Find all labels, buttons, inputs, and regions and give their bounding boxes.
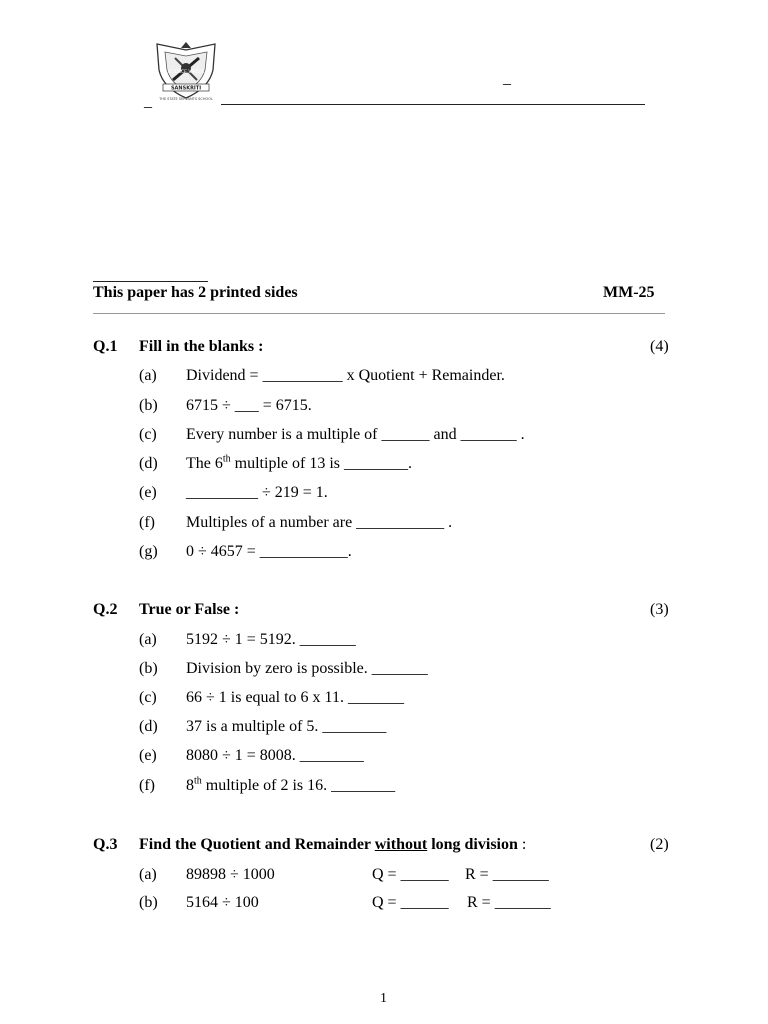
- item-text: 8080 ÷ 1 = 8008. ________: [186, 747, 364, 764]
- question-title: [139, 836, 526, 854]
- item-text: 6715 ÷ ___ = 6715.: [186, 397, 312, 414]
- header-dash-left: _: [144, 93, 152, 110]
- item-text: [186, 455, 412, 473]
- item-text: _________ ÷ 219 = 1.: [186, 484, 328, 501]
- remainder-blank: R = _______: [465, 866, 549, 883]
- question-title: True or False :: [139, 601, 240, 618]
- item-text: 37 is a multiple of 5. ________: [186, 718, 387, 735]
- item-label: (g): [139, 543, 158, 560]
- item-text: 66 ÷ 1 is equal to 6 x 11. _______: [186, 689, 404, 706]
- question-title-pre: Find the Quotient and Remainder: [139, 836, 375, 853]
- ordinal-suffix: th: [222, 453, 231, 465]
- item-label: (b): [139, 397, 158, 414]
- division-expression: 89898 ÷ 1000: [186, 866, 275, 883]
- info-short-rule: [93, 281, 208, 282]
- item-text: 0 ÷ 4657 = ___________.: [186, 543, 352, 560]
- item-label: (d): [139, 718, 158, 735]
- question-number: Q.2: [93, 601, 118, 618]
- item-text: Division by zero is possible. _______: [186, 660, 428, 677]
- item-text-pre: 8: [186, 777, 194, 794]
- item-text: Multiples of a number are ___________ .: [186, 514, 453, 531]
- item-text: [186, 777, 395, 795]
- question-marks: (3): [650, 601, 669, 618]
- quotient-blank: Q = ______: [372, 866, 449, 883]
- question-title-emphasis: without: [374, 836, 428, 853]
- question-number: Q.1: [93, 338, 118, 355]
- item-label: (c): [139, 689, 157, 706]
- item-label: (f): [139, 777, 155, 794]
- question-title: Fill in the blanks :: [139, 338, 264, 355]
- item-label: (e): [139, 484, 157, 501]
- item-text: Dividend = __________ x Quotient + Remainder.: [186, 367, 505, 384]
- question-marks: (2): [650, 836, 669, 853]
- item-text-post: multiple of 13 is ________.: [230, 455, 412, 472]
- division-expression: 5164 ÷ 100: [186, 894, 259, 911]
- item-text-post: multiple of 2 is 16. ________: [201, 777, 396, 794]
- item-label: (c): [139, 426, 157, 443]
- header-rule: [221, 104, 645, 105]
- page-number: 1: [380, 991, 387, 1006]
- item-label: (e): [139, 747, 157, 764]
- item-label: (b): [139, 660, 158, 677]
- item-text: Every number is a multiple of ______ and _______ .: [186, 426, 525, 443]
- question-marks: (4): [650, 338, 669, 355]
- item-label: (a): [139, 631, 157, 648]
- item-label: (a): [139, 866, 157, 883]
- header-dash-right: _: [503, 70, 511, 87]
- remainder-blank: R = _______: [467, 894, 551, 911]
- question-number: Q.3: [93, 836, 118, 853]
- item-text-pre: The 6: [186, 455, 223, 472]
- question-title-post: long division: [427, 836, 518, 853]
- max-marks-text: MM-25: [603, 284, 655, 301]
- item-label: (a): [139, 367, 157, 384]
- ordinal-suffix: th: [194, 775, 202, 787]
- school-crest-icon: [153, 40, 219, 102]
- logo-banner-text: SANSKRITI: [170, 85, 202, 92]
- info-rule: [93, 313, 665, 314]
- item-text: 5192 ÷ 1 = 5192. _______: [186, 631, 356, 648]
- quotient-blank: Q = ______: [372, 894, 449, 911]
- printed-sides-text: This paper has 2 printed sides: [93, 284, 298, 301]
- item-label: (f): [139, 514, 155, 531]
- logo-motto-text: THE STATE SERVANTS SCHOOL: [159, 97, 213, 101]
- question-title-colon: :: [517, 836, 527, 853]
- crest-text: SCIENCE VIRTUE: [167, 70, 205, 75]
- item-label: (d): [139, 455, 158, 472]
- item-label: (b): [139, 894, 158, 911]
